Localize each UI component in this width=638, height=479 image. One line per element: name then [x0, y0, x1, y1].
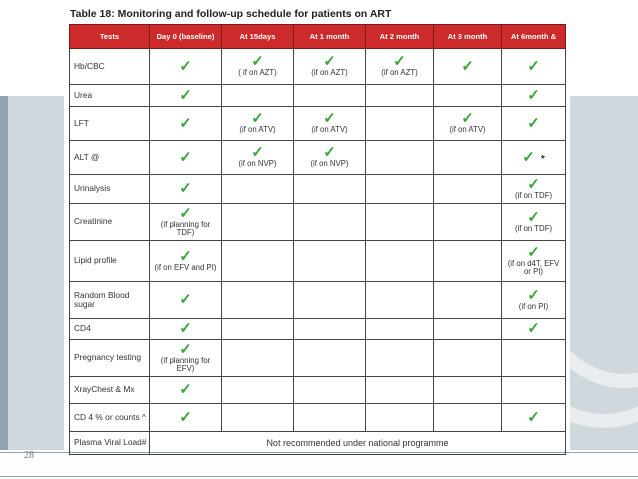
- schedule-cell: [366, 404, 434, 432]
- checkmark-icon: ✓: [461, 57, 474, 75]
- schedule-cell: [434, 319, 502, 340]
- column-header-1month: At 1 month: [294, 25, 366, 49]
- schedule-cell: [434, 107, 502, 141]
- footnote-star: *: [540, 153, 545, 165]
- checkmark-icon: ✓: [179, 340, 192, 358]
- schedule-cell: [434, 141, 502, 175]
- page-number: 28: [24, 450, 34, 461]
- schedule-cell: [502, 340, 566, 377]
- table-row: [70, 319, 566, 340]
- condition-note: ( if on AZT): [238, 68, 277, 78]
- checkmark-icon: ✓: [527, 408, 540, 426]
- schedule-cell: [502, 107, 566, 141]
- schedule-cell: [150, 141, 222, 175]
- schedule-cell: [502, 85, 566, 107]
- table-row: [70, 175, 566, 204]
- schedule-cell: [222, 204, 294, 241]
- schedule-cell: [502, 404, 566, 432]
- monitoring-schedule-table: [69, 24, 566, 455]
- checkmark-icon: ✓: [179, 291, 192, 308]
- checkmark-icon: ✓: [251, 110, 264, 128]
- condition-note: (if on ATV): [449, 125, 486, 135]
- schedule-cell: [434, 175, 502, 204]
- schedule-cell: [366, 204, 434, 241]
- checkmark-icon: ✓: [179, 148, 192, 166]
- test-name-cell: CD4: [70, 319, 150, 340]
- checkmark-icon: ✓: [522, 148, 535, 166]
- test-name-cell: LFT: [70, 107, 150, 141]
- condition-note: (if on EFV and PI): [154, 262, 217, 272]
- document-page: [64, 0, 570, 450]
- schedule-cell: [222, 85, 294, 107]
- checkmark-icon: ✓: [179, 180, 192, 197]
- table-row: [70, 107, 566, 141]
- schedule-cell: [366, 377, 434, 404]
- schedule-cell: [222, 319, 294, 340]
- test-name-cell: Creatinine: [70, 204, 150, 241]
- schedule-cell: [150, 49, 222, 85]
- schedule-cell: [222, 340, 294, 377]
- condition-note: (if planning for EFV): [160, 355, 211, 373]
- table-row: [70, 204, 566, 241]
- footer-line: [0, 476, 638, 477]
- checkmark-icon: ✓: [251, 53, 264, 71]
- table-row: [70, 404, 566, 432]
- column-header-6month: At 6month &: [502, 25, 566, 49]
- schedule-cell: [294, 175, 366, 204]
- checkmark-icon: ✓: [179, 204, 192, 222]
- schedule-cell: [502, 141, 566, 175]
- schedule-cell: [366, 141, 434, 175]
- schedule-cell: [150, 377, 222, 404]
- test-name-cell: XrayChest & Mx: [70, 377, 150, 404]
- test-name-cell: ALT @: [70, 141, 150, 175]
- test-name-cell: Random Blood sugar: [70, 282, 150, 319]
- merged-note-cell: Not recommended under national programme: [150, 432, 566, 455]
- schedule-cell: [222, 377, 294, 404]
- test-name-cell: CD 4 % or counts ^: [70, 404, 150, 432]
- table-row: [70, 377, 566, 404]
- condition-note: (if on NVP): [238, 159, 277, 169]
- checkmark-icon: ✓: [527, 286, 540, 304]
- schedule-cell: [366, 282, 434, 319]
- test-name-cell: Lipid profile: [70, 241, 150, 282]
- schedule-cell: [294, 340, 366, 377]
- condition-note: (if on AZT): [381, 68, 418, 78]
- schedule-cell: [366, 175, 434, 204]
- test-name-cell: Plasma Viral Load#: [70, 432, 150, 455]
- schedule-cell: [366, 340, 434, 377]
- schedule-cell: [294, 282, 366, 319]
- table-row: [70, 85, 566, 107]
- schedule-cell: [222, 282, 294, 319]
- schedule-cell: [366, 107, 434, 141]
- checkmark-icon: ✓: [527, 243, 540, 261]
- schedule-cell: [294, 319, 366, 340]
- schedule-cell: [502, 204, 566, 241]
- schedule-cell: [434, 49, 502, 85]
- schedule-cell: [294, 241, 366, 282]
- test-name-cell: Urea: [70, 85, 150, 107]
- checkmark-icon: ✓: [179, 86, 192, 104]
- schedule-cell: [294, 404, 366, 432]
- checkmark-icon: ✓: [251, 144, 264, 162]
- schedule-cell: [294, 204, 366, 241]
- schedule-cell: [150, 282, 222, 319]
- test-name-cell: Pregnancy testing: [70, 340, 150, 377]
- schedule-cell: [366, 49, 434, 85]
- slide-left-strip: [0, 96, 8, 450]
- schedule-cell: [502, 282, 566, 319]
- condition-note: (if on d4T, EFV or PI): [507, 258, 560, 276]
- condition-note: (if on ATV): [311, 125, 348, 135]
- schedule-cell: [434, 377, 502, 404]
- checkmark-icon: ✓: [179, 381, 192, 398]
- schedule-cell: [502, 319, 566, 340]
- schedule-cell: [222, 175, 294, 204]
- schedule-cell: [366, 85, 434, 107]
- checkmark-icon: ✓: [179, 114, 192, 132]
- checkmark-icon: ✓: [527, 114, 540, 132]
- checkmark-icon: ✓: [179, 320, 192, 337]
- checkmark-icon: ✓: [323, 144, 336, 162]
- table-row: [70, 241, 566, 282]
- schedule-cell: [150, 319, 222, 340]
- schedule-cell: [222, 141, 294, 175]
- schedule-cell: [222, 404, 294, 432]
- table-row: [70, 141, 566, 175]
- schedule-cell: [294, 377, 366, 404]
- schedule-cell: [150, 175, 222, 204]
- schedule-cell: [502, 377, 566, 404]
- condition-note: (if planning for TDF): [160, 219, 211, 237]
- schedule-cell: [502, 175, 566, 204]
- schedule-cell: [150, 107, 222, 141]
- condition-note: (if on NVP): [310, 159, 349, 169]
- column-header-2month: At 2 month: [366, 25, 434, 49]
- schedule-cell: [294, 85, 366, 107]
- schedule-cell: [434, 282, 502, 319]
- condition-note: (if on TDF): [514, 190, 553, 200]
- checkmark-icon: ✓: [323, 53, 336, 71]
- checkmark-icon: ✓: [323, 110, 336, 128]
- table-row: [70, 282, 566, 319]
- checkmark-icon: ✓: [527, 86, 540, 104]
- schedule-cell: [434, 241, 502, 282]
- checkmark-icon: ✓: [527, 208, 540, 226]
- condition-note: (if on PI): [518, 301, 549, 311]
- schedule-cell: [150, 404, 222, 432]
- schedule-cell: [366, 241, 434, 282]
- column-header-tests: Tests: [70, 25, 150, 49]
- checkmark-icon: ✓: [393, 53, 406, 71]
- checkmark-icon: ✓: [179, 247, 192, 265]
- schedule-cell: [294, 107, 366, 141]
- schedule-cell: [222, 241, 294, 282]
- schedule-cell: [434, 85, 502, 107]
- checkmark-icon: ✓: [179, 57, 192, 75]
- checkmark-icon: ✓: [461, 110, 474, 128]
- checkmark-icon: ✓: [527, 57, 540, 75]
- schedule-cell: [150, 85, 222, 107]
- checkmark-icon: ✓: [527, 175, 540, 193]
- condition-note: (if on ATV): [239, 125, 276, 135]
- table-header-row: [70, 25, 566, 49]
- schedule-cell: [294, 49, 366, 85]
- schedule-cell: [150, 204, 222, 241]
- schedule-cell: [294, 141, 366, 175]
- schedule-cell: [434, 204, 502, 241]
- checkmark-icon: ✓: [179, 408, 192, 426]
- schedule-cell: [150, 340, 222, 377]
- schedule-cell: [502, 49, 566, 85]
- schedule-cell: [502, 241, 566, 282]
- test-name-cell: Urinalysis: [70, 175, 150, 204]
- column-header-day0: Day 0 (baseline): [150, 25, 222, 49]
- table-row: [70, 49, 566, 85]
- schedule-cell: [434, 404, 502, 432]
- column-header-15days: At 15days: [222, 25, 294, 49]
- table-row: [70, 432, 566, 455]
- table-row: [70, 340, 566, 377]
- schedule-cell: [366, 319, 434, 340]
- condition-note: (if on TDF): [514, 223, 553, 233]
- checkmark-icon: ✓: [527, 320, 540, 337]
- column-header-3month: At 3 month: [434, 25, 502, 49]
- schedule-cell: [150, 241, 222, 282]
- schedule-cell: [222, 49, 294, 85]
- condition-note: (if on AZT): [311, 68, 348, 78]
- schedule-cell: [434, 340, 502, 377]
- test-name-cell: Hb/CBC: [70, 49, 150, 85]
- schedule-cell: [222, 107, 294, 141]
- table-title: Table 18: Monitoring and follow-up schedule for patients on ART: [70, 8, 392, 20]
